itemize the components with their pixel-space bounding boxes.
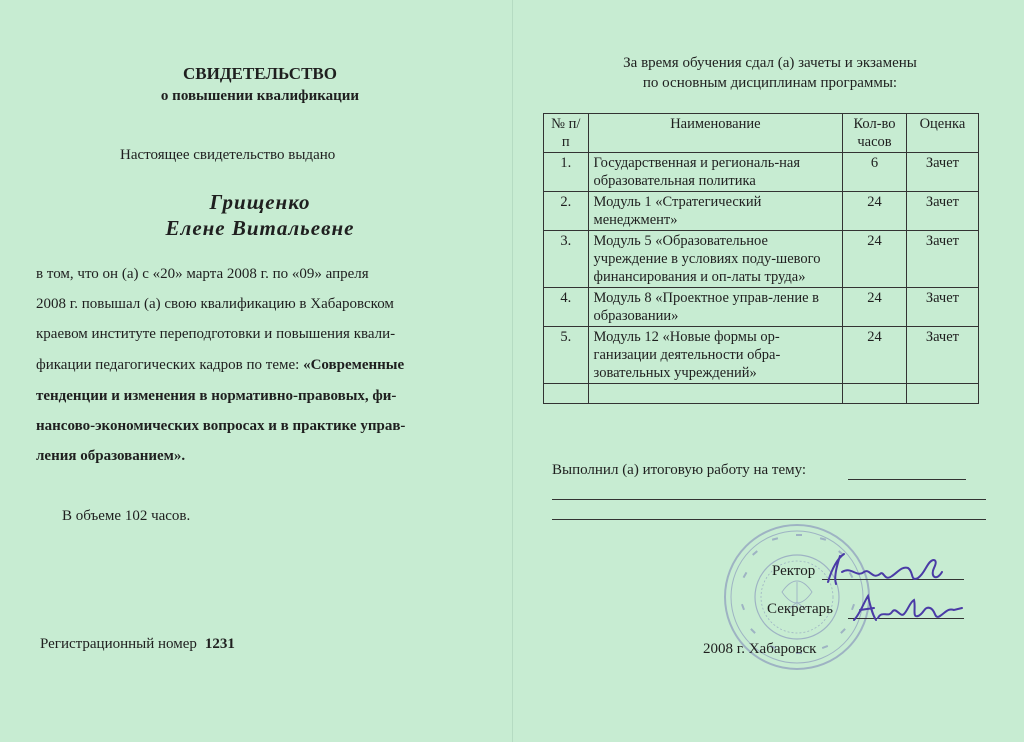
topic-line: [36, 388, 476, 405]
topic-start: «Современные: [303, 357, 405, 373]
row-hours: 24: [843, 192, 907, 231]
final-work-blank: [552, 499, 986, 500]
certificate-subtitle: о повышении квалификации: [160, 88, 360, 104]
row-num: 4.: [544, 288, 589, 327]
row-grade: Зачет: [906, 231, 978, 288]
page-fold: [512, 0, 513, 742]
row-num: 2.: [544, 192, 589, 231]
empty-cell: [544, 384, 589, 404]
row-hours: 24: [843, 288, 907, 327]
secretary-signature: [850, 588, 965, 630]
empty-cell: [906, 384, 978, 404]
certificate-title: СВИДЕТЕЛЬСТВО: [183, 64, 337, 83]
row-num: 1.: [544, 153, 589, 192]
body-line: [36, 357, 476, 374]
final-work-blank: [848, 479, 966, 480]
body-line: в том, что он (а) с «20» марта 2008 г. по «09» апреля: [36, 266, 369, 282]
row-name: Модуль 5 «Образовательное учреждение в условиях поду-шевого финансирования и оп-латы труда»: [588, 231, 843, 288]
row-grade: Зачет: [906, 192, 978, 231]
topic-line: [36, 448, 476, 465]
table-row-empty: [544, 384, 979, 404]
table-header-row: [544, 114, 979, 153]
header-num: № п/п: [544, 114, 589, 153]
registration-number: [40, 636, 235, 653]
row-name: Модуль 1 «Стратегический менеджмент»: [588, 192, 843, 231]
header-hours: Кол-во часов: [843, 114, 907, 153]
final-work-label: Выполнил (а) итоговую работу на тему:: [552, 462, 807, 478]
row-grade: Зачет: [906, 288, 978, 327]
body-line-text: фикации педагогических кадров по теме:: [36, 357, 304, 373]
table-row: [544, 288, 979, 327]
registration-label: Регистрационный номер: [40, 636, 197, 652]
city-year: 2008 г. Хабаровск: [703, 641, 817, 657]
rector-label: Ректор: [772, 563, 816, 579]
exams-intro-line2: по основным дисциплинам программы:: [642, 75, 898, 91]
header-name: Наименование: [588, 114, 843, 153]
topic-text: нансово-экономических вопросах и в практике управ-: [36, 418, 406, 434]
exams-intro-line1: За время обучения сдал (а) зачеты и экзамены: [623, 55, 917, 71]
topic-line: [36, 418, 476, 435]
table-row: [544, 192, 979, 231]
recipient-surname: Грищенко: [209, 190, 311, 214]
row-grade: Зачет: [906, 327, 978, 384]
row-num: 5.: [544, 327, 589, 384]
rector-signature: [822, 548, 952, 592]
row-hours: 6: [843, 153, 907, 192]
row-num: 3.: [544, 231, 589, 288]
exams-table: [543, 113, 979, 404]
topic-text: тенденции и изменения в нормативно-правовых, фи-: [36, 388, 397, 404]
registration-value: 1231: [204, 636, 235, 652]
row-hours: 24: [843, 327, 907, 384]
row-name: Модуль 12 «Новые формы ор-ганизации деятельности обра-зовательных учреждений»: [588, 327, 843, 384]
issued-to-label: Настоящее свидетельство выдано: [120, 147, 336, 163]
row-grade: Зачет: [906, 153, 978, 192]
row-hours: 24: [843, 231, 907, 288]
final-work-blank: [552, 519, 986, 520]
topic-text: ления образованием».: [36, 448, 186, 464]
body-line: 2008 г. повышал (а) свою квалификацию в Хабаровском: [36, 296, 394, 312]
table-row: [544, 327, 979, 384]
recipient-name: Елене Витальевне: [165, 216, 355, 240]
table-row: [544, 231, 979, 288]
empty-cell: [843, 384, 907, 404]
row-name: Модуль 8 «Проектное управ-ление в образовании»: [588, 288, 843, 327]
secretary-label: Секретарь: [767, 601, 834, 617]
empty-cell: [588, 384, 843, 404]
row-name: Государственная и региональ-ная образовательная политика: [588, 153, 843, 192]
course-volume: В объеме 102 часов.: [62, 508, 191, 524]
table-row: [544, 153, 979, 192]
body-line: краевом институте переподготовки и повышения квали-: [36, 326, 396, 342]
header-grade: Оценка: [906, 114, 978, 153]
